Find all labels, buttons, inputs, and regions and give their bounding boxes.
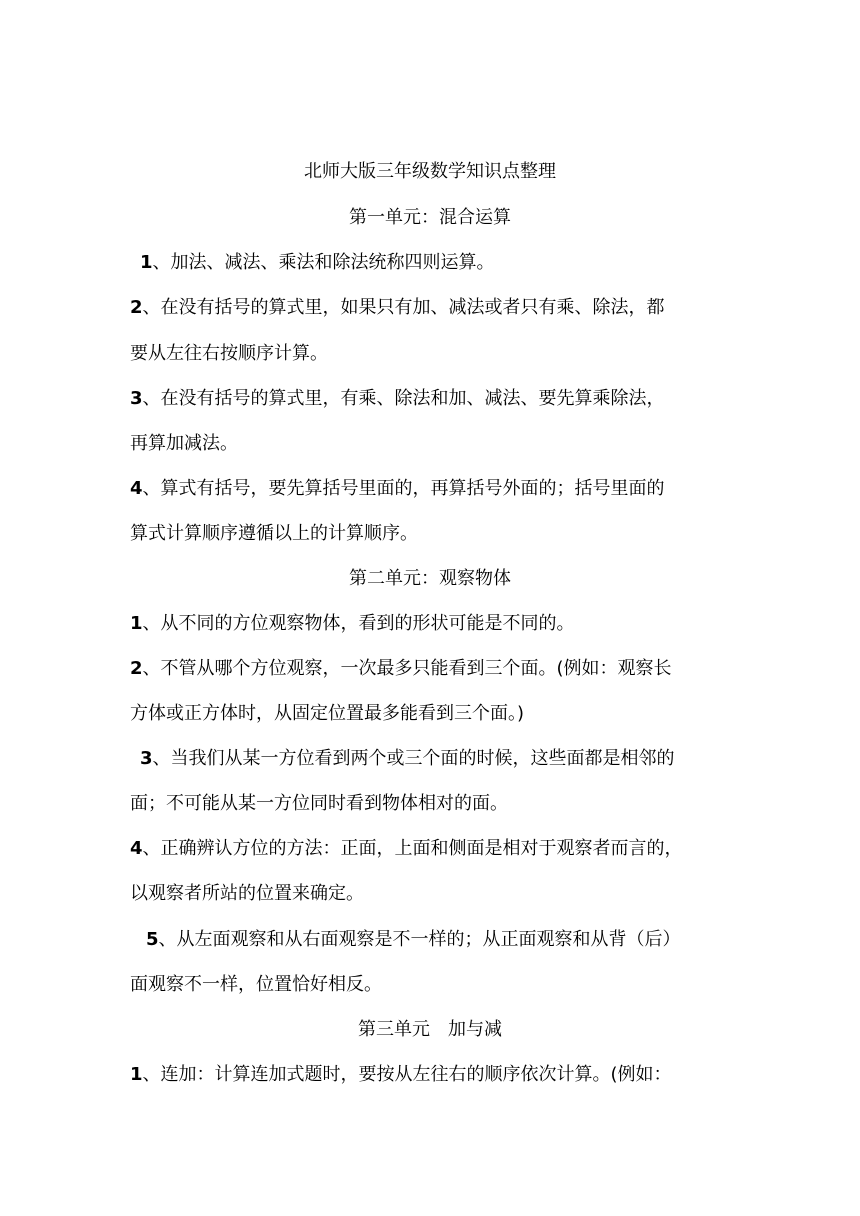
list-item xyxy=(140,747,730,771)
item-text: 、从不同的方位观察物体，看到的形状可能是不同的。 xyxy=(142,613,575,634)
list-item xyxy=(130,612,730,636)
section-heading: 第一单元：混合运算 xyxy=(349,207,511,228)
item-text-continued: 面观察不一样，位置恰好相反。 xyxy=(130,974,382,995)
list-item xyxy=(146,928,730,952)
item-number: 3 xyxy=(130,388,143,409)
item-text: 、在没有括号的算式里，有乘、除法和加、减法、要先算乘除法， xyxy=(142,388,665,409)
item-text-continued: 要从左往右按顺序计算。 xyxy=(130,343,328,364)
item-number: 5 xyxy=(146,929,159,950)
item-number: 2 xyxy=(130,297,143,318)
item-text: 、不管从哪个方位观察，一次最多只能看到三个面。(例如：观察长 xyxy=(142,658,672,679)
item-text-continued: 算式计算顺序遵循以上的计算顺序。 xyxy=(130,523,418,544)
list-item xyxy=(130,387,730,411)
item-number: 4 xyxy=(130,478,143,499)
document-title: 北师大版三年级数学知识点整理 xyxy=(304,161,556,182)
item-text: 、算式有括号，要先算括号里面的，再算括号外面的；括号里面的 xyxy=(142,478,665,499)
list-item xyxy=(130,1063,730,1087)
item-text-continued: 再算加减法。 xyxy=(130,433,238,454)
list-item xyxy=(130,837,730,861)
section-heading: 第三单元 加与减 xyxy=(358,1019,502,1040)
item-text-continued: 面；不可能从某一方位同时看到物体相对的面。 xyxy=(130,793,508,814)
item-number: 3 xyxy=(140,748,153,769)
item-number: 1 xyxy=(140,252,153,273)
item-text: 、正确辨认方位的方法：正面，上面和侧面是相对于观察者而言的， xyxy=(142,838,683,859)
item-text-continued: 以观察者所站的位置来确定。 xyxy=(130,883,364,904)
item-number: 2 xyxy=(130,658,143,679)
item-number: 1 xyxy=(130,1064,143,1085)
item-text: 、加法、减法、乘法和除法统称四则运算。 xyxy=(152,252,495,273)
item-text-continued: 方体或正方体时，从固定位置最多能看到三个面。) xyxy=(130,703,525,724)
list-item xyxy=(140,251,730,275)
item-number: 1 xyxy=(130,613,143,634)
item-text: 、从左面观察和从右面观察是不一样的；从正面观察和从背（后） xyxy=(158,929,681,950)
item-text: 、当我们从某一方位看到两个或三个面的时候，这些面都是相邻的 xyxy=(152,748,675,769)
section-heading: 第二单元：观察物体 xyxy=(349,568,511,589)
item-text: 、连加：计算连加式题时，要按从左往右的顺序依次计算。(例如： xyxy=(142,1064,672,1085)
list-item xyxy=(130,296,730,320)
list-item xyxy=(130,657,730,681)
item-number: 4 xyxy=(130,838,143,859)
list-item xyxy=(130,477,730,501)
item-text: 、在没有括号的算式里，如果只有加、减法或者只有乘、除法，都 xyxy=(142,297,665,318)
